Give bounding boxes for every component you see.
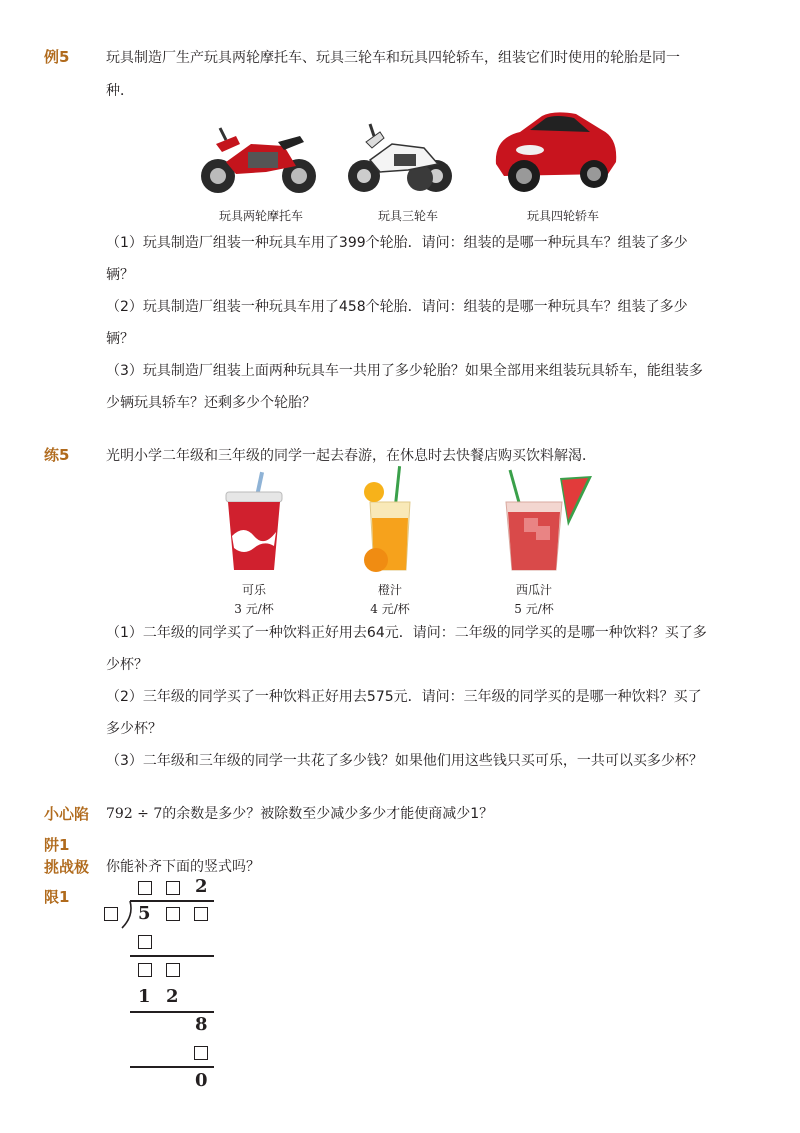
drink-name-orange: 橙汁 (377, 583, 402, 597)
example-intro-line1: 玩具制造厂生产玩具两轮摩托车、玩具三轮车和玩具四轮轿车，组装它们时使用的轮胎是同一 (106, 50, 680, 66)
challenge-tag: 挑战极 (44, 858, 90, 876)
practice-question1-line1: （1）二年级的同学买了一种饮料正好用去64元．请问：二年级的同学买的是哪一种饮料？买了多 (106, 625, 707, 641)
practice-question3: （3）二年级和三年级的同学一共花了多少钱？如果他们用这些钱只买可乐，一共可以买多少杯？ (106, 753, 703, 769)
drink-name-watermelon: 西瓜汁 (515, 583, 552, 597)
trap-expression: 792 ÷ 7 (106, 806, 163, 822)
rule-3 (130, 1066, 214, 1068)
drink-price-orange: 4 元/杯 (370, 602, 410, 616)
caption-tricycle: 玩具三轮车 (377, 209, 438, 223)
dividend-blank-2 (166, 907, 180, 921)
dividend-digit: 5 (138, 903, 151, 924)
quotient-blank-2 (166, 881, 180, 895)
trap-tag: 小心陷 (44, 805, 90, 823)
remainder1-blank-2 (166, 963, 180, 977)
product2-digit-1: 1 (138, 986, 151, 1007)
product1-blank (138, 935, 152, 949)
example-question1-line1: （1）玩具制造厂组装一种玩具车用了399个轮胎．请问：组装的是哪一种玩具车？组装了多少 (106, 235, 688, 251)
practice-intro: 光明小学二年级和三年级的同学一起去春游，在休息时去快餐店购买饮料解渴． (106, 448, 596, 464)
practice-question1-line2: 少杯？ (106, 657, 148, 673)
division-bar (130, 900, 214, 902)
division-bracket (118, 900, 134, 930)
caption-car: 玩具四轮轿车 (526, 209, 599, 223)
dividend-blank-3 (194, 907, 208, 921)
example-question2-line2: 辆？ (106, 331, 134, 347)
drink-price-cola: 3 元/杯 (234, 602, 274, 616)
drink-price-watermelon: 5 元/杯 (514, 602, 554, 616)
practice-question2-line2: 多少杯？ (106, 721, 162, 737)
rule-2 (130, 1011, 214, 1013)
challenge-tag-continued: 限1 (44, 888, 70, 906)
example-intro-line2: 种． (106, 83, 134, 99)
motorcycle-image (196, 122, 320, 196)
trap-tag-continued: 阱1 (44, 836, 70, 854)
rule-1 (130, 955, 214, 957)
drink-name-cola: 可乐 (241, 583, 266, 597)
example-tag: 例5 (44, 48, 70, 66)
trap-text: 的余数是多少？被除数至少减少多少才能使商减少1？ (162, 806, 494, 822)
tricycle-image (344, 122, 458, 196)
cola-cup-image (222, 470, 286, 574)
quotient-blank-1 (138, 881, 152, 895)
product2-digit-2: 2 (166, 986, 179, 1007)
product3-blank (194, 1046, 208, 1060)
remainder2-digit: 8 (195, 1014, 208, 1035)
example-question1-line2: 辆？ (106, 267, 134, 283)
remainder1-blank-1 (138, 963, 152, 977)
car-image (490, 102, 620, 200)
divisor-blank (104, 907, 118, 921)
example-question3-line2: 少辆玩具轿车？还剩多少个轮胎？ (106, 395, 316, 411)
caption-motorcycle: 玩具两轮摩托车 (218, 209, 303, 223)
orange-juice-image (360, 466, 420, 574)
example-question2-line1: （2）玩具制造厂组装一种玩具车用了458个轮胎．请问：组装的是哪一种玩具车？组装了多少 (106, 299, 688, 315)
challenge-question: 你能补齐下面的竖式吗？ (106, 859, 260, 875)
practice-question2-line1: （2）三年级的同学买了一种饮料正好用去575元．请问：三年级的同学买的是哪一种饮料？买了 (106, 689, 702, 705)
quotient-digit: 2 (195, 876, 208, 897)
practice-tag: 练5 (44, 446, 70, 464)
trap-question (106, 803, 493, 823)
watermelon-juice-image (500, 466, 596, 574)
example-question3-line1: （3）玩具制造厂组装上面两种玩具车一共用了多少轮胎？如果全部用来组装玩具轿车，能组装多 (106, 363, 703, 379)
final-remainder: 0 (195, 1070, 208, 1091)
